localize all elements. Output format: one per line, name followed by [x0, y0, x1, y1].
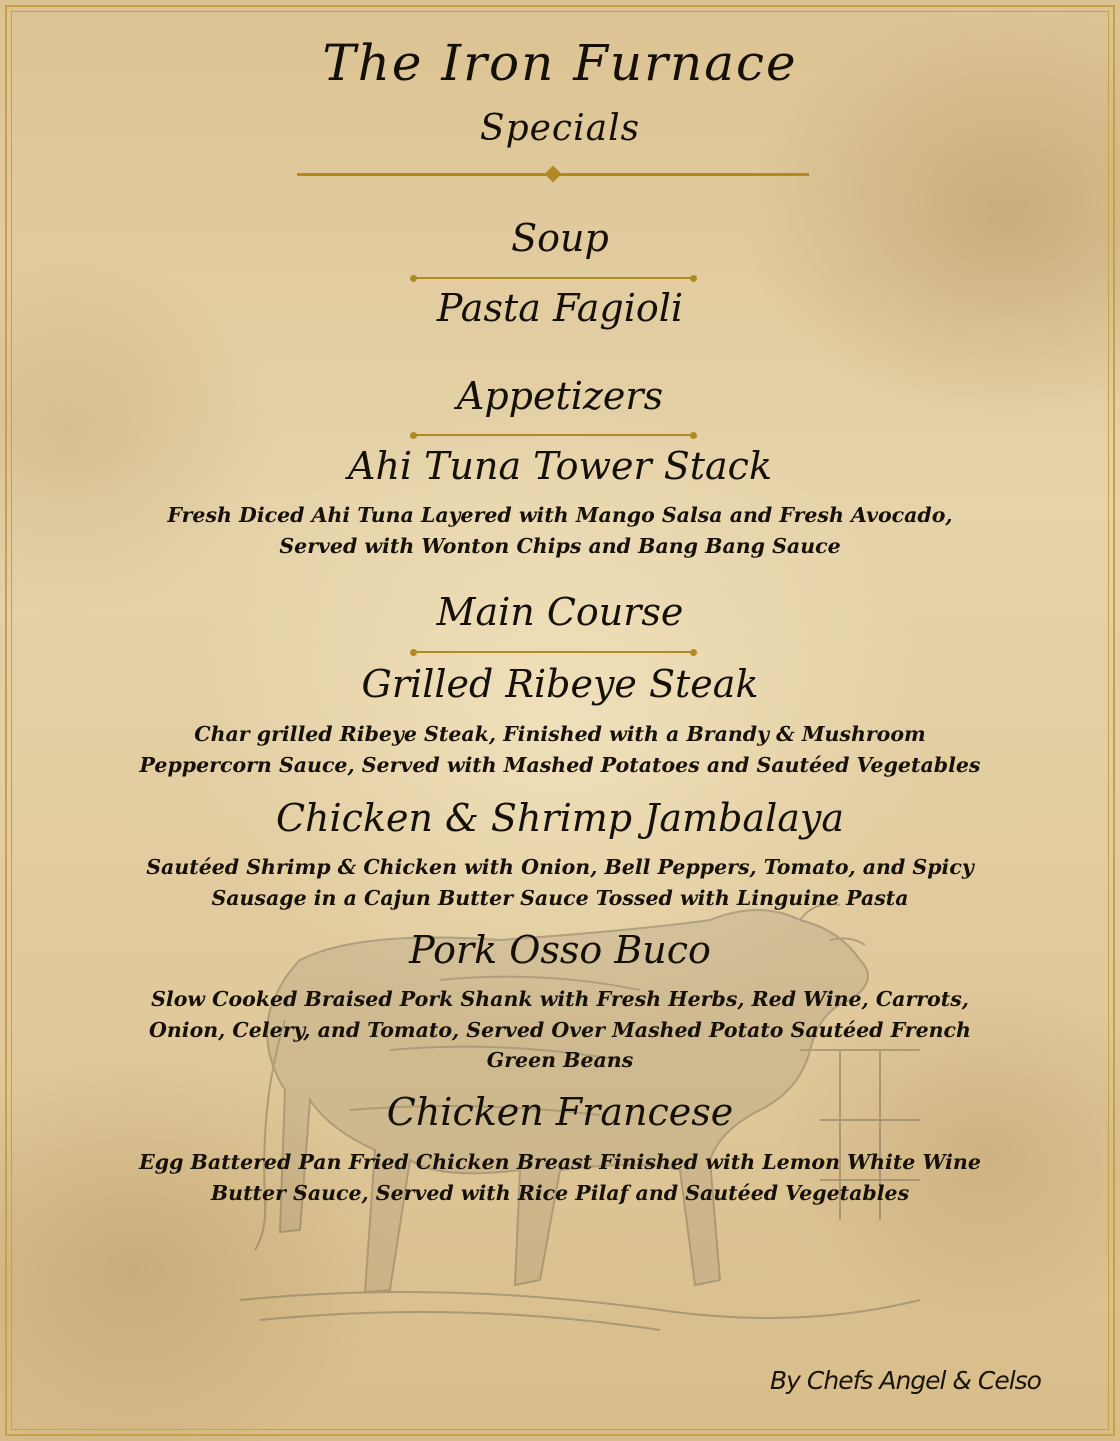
dish-description-osso-buco: Slow Cooked Braised Pork Shank with Fresh Herbs, Red Wine, Carrots, Onion, Celery, and Tomato, Served Over Mashed Potato Sautéed French Green Beans: [149, 987, 971, 1072]
dish-description-ahi-tuna: Fresh Diced Ahi Tuna Layered with Mango Salsa and Fresh Avocado, Served with Wonton Chips and Bang Bang Sauce: [167, 503, 953, 558]
menu-subtitle: Specials: [479, 108, 641, 149]
section-heading-soup: Soup: [511, 216, 609, 260]
dish-description-francese: Egg Battered Pan Fried Chicken Breast Finished with Lemon White Wine Butter Sauce, Served with Rice Pilaf and Sautéed Vegetables: [139, 1150, 981, 1205]
dish-description-ribeye: Char grilled Ribeye Steak, Finished with a Brandy & Mushroom Peppercorn Sauce, Served with Mashed Potatoes and Sautéed Vegetables: [139, 722, 981, 777]
section-heading-main-course: Main Course: [436, 590, 684, 634]
section-divider-soup: [413, 277, 693, 279]
dish-description-jambalaya: Sautéed Shrimp & Chicken with Onion, Bell Peppers, Tomato, and Spicy Sausage in a Cajun Butter Sauce Tossed with Linguine Pasta: [146, 855, 974, 910]
dish-name-francese: Chicken Francese: [386, 1090, 734, 1134]
divider-diamond-icon: [545, 166, 562, 183]
divider-dot-icon: [690, 432, 697, 439]
section-divider-appetizers: [413, 434, 693, 436]
dish-name-jambalaya: Chicken & Shrimp Jambalaya: [275, 796, 845, 840]
divider-dot-icon: [410, 432, 417, 439]
divider-dot-icon: [690, 649, 697, 656]
divider-dot-icon: [410, 275, 417, 282]
dish-name-ahi-tuna: Ahi Tuna Tower Stack: [348, 444, 772, 488]
section-heading-appetizers: Appetizers: [456, 374, 664, 418]
divider-dot-icon: [690, 275, 697, 282]
dish-name-osso-buco: Pork Osso Buco: [409, 928, 711, 972]
restaurant-name: The Iron Furnace: [322, 34, 798, 92]
chef-signature: By Chefs Angel & Celso: [770, 1366, 1041, 1395]
divider-dot-icon: [410, 649, 417, 656]
dish-name-ribeye: Grilled Ribeye Steak: [361, 662, 759, 706]
section-divider-main-course: [413, 651, 693, 653]
dish-name-pasta-fagioli: Pasta Fagioli: [436, 286, 684, 330]
